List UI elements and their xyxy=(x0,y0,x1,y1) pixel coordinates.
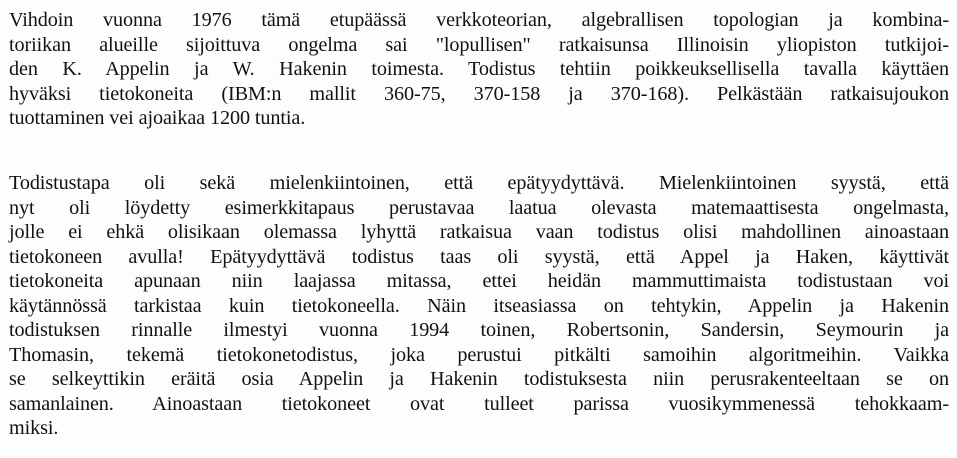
text-line: se selkeyttikin eräitä osia Appelin ja Hakenin todistuksesta niin perusrakenteeltaan se on xyxy=(9,368,949,390)
text-line: den K. Appelin ja W. Hakenin toimesta. Todistus tehtiin poikkeuksellisella tavalla käyttäen xyxy=(9,58,949,80)
text-line: Todistustapa oli sekä mielenkiintoinen, että epätyydyttävä. Mielenkiintoinen syystä, että xyxy=(9,172,949,194)
paragraph-1 xyxy=(9,8,949,131)
text-line: nyt oli löydetty esimerkkitapaus perustavaa laatua olevasta matemaattisesta ongelmasta, xyxy=(9,196,949,219)
text-line: samanlainen. Ainoastaan tietokoneet ovat tulleet parissa vuosikymmenessä tehokkaam- xyxy=(9,392,949,415)
text-line: Vihdoin vuonna 1976 tämä etupäässä verkkoteorian, algebrallisen topologian ja kombina- xyxy=(9,9,949,31)
text-line: hyväksi tietokoneita (IBM:n mallit 360-75, 370-158 ja 370-168). Pelkästään ratkaisujoukon xyxy=(9,82,949,105)
text-line: käytännössä tarkistaa kuin tietokoneella. Näin itseasiassa on tehtykin, Appelin ja Hakenin xyxy=(9,294,949,317)
text-line: tietokoneen avulla! Epätyydyttävä todistus taas oli syystä, että Appel ja Haken, käyttivät xyxy=(9,245,949,268)
paragraph-2 xyxy=(9,171,949,441)
text-line: jolle ei ehkä olisikaan olemassa lyhyttä ratkaisua vaan todistus olisi mahdollinen ainoastaan xyxy=(9,221,949,243)
text-line: todistuksen rinnalle ilmestyi vuonna 1994 toinen, Robertsonin, Sandersin, Seymourin ja xyxy=(9,319,949,341)
text-line: miksi. xyxy=(9,417,59,439)
text-line: Thomasin, tekemä tietokonetodistus, joka perustui pitkälti samoihin algoritmeihin. Vaikka xyxy=(9,343,949,366)
text-line: tuottaminen vei ajoaikaa 1200 tuntia. xyxy=(9,107,306,129)
text-line: toriikan alueille sijoittuva ongelma sai "lopullisen" ratkaisunsa Illinoisin yliopiston tutkijoi- xyxy=(9,33,949,56)
text-line: tietokoneita apunaan niin laajassa mitassa, ettei heidän mammuttimaista todistustaan voi xyxy=(9,270,949,292)
